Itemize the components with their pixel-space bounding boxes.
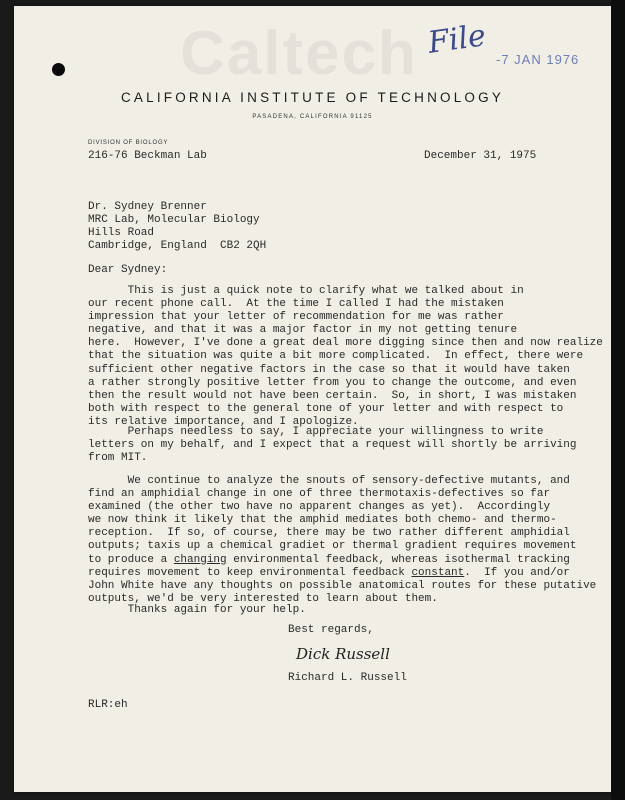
text-segment: . If you and/or [464,566,570,579]
recipient-address [88,201,266,253]
scan-edge [611,0,625,800]
received-date-stamp: -7 JAN 1976 [496,52,580,67]
file-annotation: File [425,18,488,61]
text-line [88,567,596,580]
text-line: reception. If so, of course, there may be two rather different amphidial [88,527,570,540]
closing-thanks: Thanks again for your help. [88,604,306,616]
letter-date: December 31, 1975 [424,150,537,162]
text-line: sufficient other negative factors in the case so that it would have taken [88,363,570,376]
text-line: examined (the other two have no apparent changes as yet). Accordingly [88,501,551,514]
text-line: a rather strongly positive letter from you to change the outcome, and even [88,376,577,389]
recipient-line: Cambridge, England CB2 2QH [88,240,267,253]
text-line: then the result would not have been certain. So, in short, I was mistaken [88,389,577,402]
sender-location: 216-76 Beckman Lab [88,150,207,162]
salutation: Dear Sydney: [88,264,168,276]
handwritten-signature: Dick Russell [296,645,390,663]
text-line: Perhaps needless to say, I appreciate your willingness to write [88,426,544,438]
text-line: from MIT. [88,452,148,465]
text-segment: environmental feedback, whereas isothermal tracking [226,553,570,566]
paragraph-2 [88,426,576,465]
bleed-through-letterhead: Caltech [180,19,418,88]
text-line: John White have any thoughts on possible anatomical routes for these putative [88,579,597,592]
text-line: impression that your letter of recommendation for me was rather [88,311,504,324]
underlined-word: constant [411,566,465,579]
text-segment: to produce a [88,553,174,566]
text-line: outputs, we'd be very interested to learn about them. [88,592,438,605]
institution-address: PASADENA, CALIFORNIA 91125 [252,114,373,120]
text-line: that the situation was quite a bit more complicated. In effect, there were [88,350,584,363]
text-line: here. However, I've done a great deal more digging since then and now realize [88,337,603,350]
text-line: our recent phone call. At the time I called I had the mistaken [88,298,504,311]
signer-name: Richard L. Russell [288,672,407,684]
text-line: its relative importance, and I apologize. [88,415,359,428]
text-line: letters on my behalf, and I expect that a request will shortly be arriving [88,439,577,452]
reference-initials: RLR:eh [88,699,128,711]
institution-name: CALIFORNIA INSTITUTE OF TECHNOLOGY [120,90,505,105]
recipient-line: MRC Lab, Molecular Biology [88,214,260,227]
text-line: outputs; taxis up a chemical gradiet or thermal gradient requires movement [88,540,577,553]
closing: Best regards, [288,624,374,636]
underlined-word: changing [173,553,227,566]
paragraph-3 [88,475,596,606]
text-line: find an amphidial change in one of three thermotaxis-defectives so far [88,488,551,501]
text-line: we now think it likely that the amphid mediates both chemo- and thermo- [88,514,557,527]
text-segment: requires movement to keep environmental feedback [88,566,412,579]
text-line [88,554,596,567]
text-line: negative, and that it was a major factor in my not getting tenure [88,324,518,337]
recipient-line: Hills Road [88,227,155,240]
recipient-name: Dr. Sydney Brenner [88,201,207,213]
text-line: We continue to analyze the snouts of sensory-defective mutants, and [88,475,570,487]
punch-hole [52,63,65,76]
text-line: both with respect to the general tone of your letter and with respect to [88,402,564,415]
division-label: DIVISION OF BIOLOGY [88,140,169,146]
paragraph-1 [88,285,603,429]
text-line: This is just a quick note to clarify what we talked about in [88,285,524,297]
